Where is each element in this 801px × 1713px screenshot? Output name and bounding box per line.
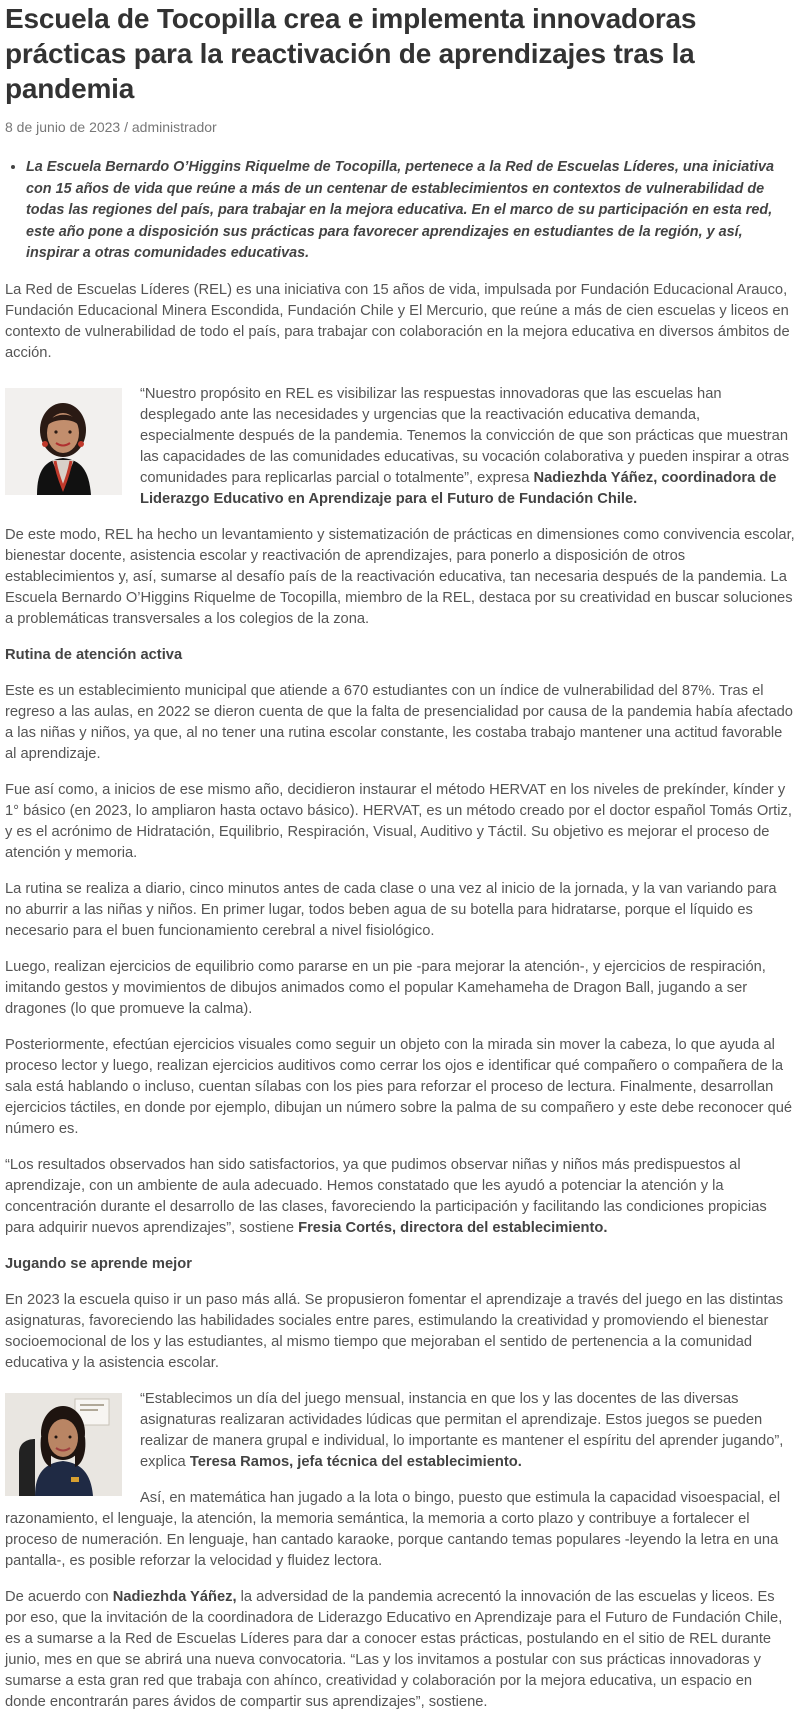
author-link[interactable]: administrador (131, 119, 217, 135)
paragraph-school-profile: Este es un establecimiento municipal que atiende a 670 estudiantes con un índice de vulnerabilidad del 87%. Tras el regreso a las aulas, en 2022 se dieron cuenta de que la falta de presencialidad por causa de la pandemia había afectado a las niñas y niños, ya que, al no tener una rutina escolar constante, les costaba trabajo mantener una actitud favorable al aprendizaje. (5, 682, 793, 762)
results-quote-text: “Los resultados observados han sido satisfactorios, ya que pudimos observar niñas y niños más predispuestos al aprendizaje, con un ambiente de aula adecuado. Hemos constatado que les ayudó a potenciar la atención y la concentración durante el desarrollo de las clases, favoreciendo la participación y facilitando las condiciones propicias para adquirir nuevos aprendizajes”, sostiene (5, 1156, 767, 1236)
quote-2-text: “Establecimos un día del juego mensual, instancia en que los y las docentes de las diversas asignaturas realizaran actividades lúdicas que permitan el aprendizaje. Estos juegos se pueden realizar de manera grupal e individual, lo importante es mantener el espíritu del aprender jugando”, explica (140, 1390, 784, 1470)
quote-1-text: “Nuestro propósito en REL es visibilizar las respuestas innovadoras que las escuelas han desplegado ante las necesidades y urgencias que la reactivación educativa demanda, especialmente después de la pandemia. Tenemos la convicción de que son prácticas que muestran las capacidades de las comunidades educativas, su vocación colaborativa y pueden inspirar a otras comunidades para replicarlas parcial o totalmente”, expresa (140, 385, 790, 486)
lead-paragraph: • La Escuela Bernardo O’Higgins Riquelme de Tocopilla, pertenece a la Red de Escuelas Líderes, una iniciativa con 15 años de vida que reúne a más de un centenar de establecimientos en contextos de vulnerabilidad de todas las regiones del país, para trabajar en la mejora educativa. En el marco de su participación en esta red, este año pone a disposición sus prácticas para favorecer aprendizajes en estudiantes de la región, y así, inspirar a otras comunidades educativas. (26, 157, 796, 265)
paragraph-hervat: Fue así como, a inicios de ese mismo año, decidieron instaurar el método HERVAT en los niveles de prekínder, kínder y 1° básico (en 2023, lo ampliaron hasta octavo básico). HERVAT, es un método creado por el doctor español Tomás Ortiz, y es el acrónimo de Hidratación, Equilibrio, Respiración, Visual, Auditivo y Táctil. Su objetivo es mejorar el proceso de atención y memoria. (5, 781, 792, 861)
quote-block-2 (5, 1389, 796, 1572)
quote-1-attribution: Nadiezhda Yáñez, coordinadora de Liderazgo Educativo en Aprendizaje para el Futuro de Fundación Chile. (140, 469, 777, 507)
paragraph-play-learning: En 2023 la escuela quiso ir un paso más allá. Se propusieron fomentar el aprendizaje a través del juego en las distintas asignaturas, favoreciendo las habilidades sociales entre pares, estimulando la creatividad y promoviendo el bienestar socioemocional de los y las estudiantes, al mismo tiempo que mejoraban el sentido de pertenencia a la comunidad educativa y la asistencia escolar. (5, 1291, 784, 1371)
article-meta (5, 117, 796, 137)
closing-name: Nadiezhda Yáñez, (112, 1588, 237, 1605)
paragraph-rel-survey: De este modo, REL ha hecho un levantamiento y sistematización de prácticas en dimensiones como convivencia escolar, bienestar docente, asistencia escolar y reactivación de aprendizajes, para ponerlo a disposición de otros establecimientos y, así, sumarse al desafío país de la reactivación educativa, tan necesaria después de la pandemia. La Escuela Bernardo O’Higgins Riquelme de Tocopilla, miembro de la REL, destaca por su creatividad en buscar soluciones a problemáticas transversales a los colegios de la zona. (5, 526, 795, 627)
paragraph-intro: La Red de Escuelas Líderes (REL) es una iniciativa con 15 años de vida, impulsada por Fundación Educacional Arauco, Fundación Educacional Minera Escondida, Fundación Chile y El Mercurio, que reúne a más de cien escuelas y liceos en contexto de vulnerabilidad de todo el país, para trabajar con colaboración en la mejora educativa en diversos ámbitos de acción. (5, 281, 790, 361)
quote-block-1 (5, 384, 796, 510)
quote-2-attribution: Teresa Ramos, jefa técnica del establecimiento. (189, 1453, 522, 1470)
paragraph-results (5, 1155, 796, 1239)
paragraph-routine-daily: La rutina se realiza a diario, cinco minutos antes de cada clase o una vez al inicio de la jornada, y la van variando para no aburrir a las niñas y niños. En primer lugar, todos beben agua de su botella para hidratarse, porque el líquido es necesario para el buen funcionamiento cerebral a nivel fisiológico. (5, 880, 777, 939)
results-quote-attribution: Fresia Cortés, directora del establecimiento. (298, 1219, 608, 1236)
section-heading-play: Jugando se aprende mejor (5, 1255, 192, 1272)
portrait-woman-office-image (5, 1393, 122, 1496)
photo-teresa (5, 1393, 122, 1496)
article-date-link[interactable]: 8 de junio de 2023 (5, 119, 121, 135)
quote-1 (5, 384, 796, 510)
portrait-woman-red-jacket-image (5, 388, 122, 495)
photo-nadiezhda (5, 388, 122, 495)
paragraph-balance-breathing: Luego, realizan ejercicios de equilibrio como pararse en un pie -para mejorar la atención-, y ejercicios de respiración, imitando gestos y movimientos de dibujos animados como el popular Kamehameha de Dragon Ball, jugando a ser dragones (lo que promueve la calma). (5, 958, 766, 1017)
paragraph-visual-auditory: Posteriormente, efectúan ejercicios visuales como seguir un objeto con la mirada sin mover la cabeza, lo que ayuda al proceso lector y luego, realizan ejercicios auditivos como cerrar los ojos e identificar qué compañero o compañera de la sala está hablando o incluso, cuentan sílabas con los pies para reforzar el proceso de lectura. Finalmente, desarrollan ejercicios táctiles, en donde por ejemplo, dibujan un número sobre la palma de su compañero y este debe reconocer qué número es. (5, 1036, 793, 1137)
quote-2 (5, 1389, 796, 1473)
paragraph-closing (5, 1587, 796, 1713)
meta-separator: / (120, 119, 132, 135)
article-title: Escuela de Tocopilla crea e implementa innovadoras prácticas para la reactivación de aprendizajes tras la pandemia (5, 3, 697, 104)
closing-text: la adversidad de la pandemia acrecentó la innovación de las escuelas y liceos. Es por eso, que la invitación de la coordinadora de Liderazgo Educativo en Aprendizaje para el Futuro de Fundación Chile, es a sumarse a la Red de Escuelas Líderes para dar a conocer estas prácticas, postulando en el sitio de REL durante junio, mes en que se abrirá una nueva convocatoria. “Las y los invitamos a postular con sus prácticas innovadoras y sumarse a esta gran red que trabaja con ahínco, creatividad y colaboración por la mejora educativa, un espacio en donde encontrarán pares ávidos de compartir sus aprendizajes”, sostiene. (5, 1588, 783, 1710)
section-heading-routine: Rutina de atención activa (5, 646, 183, 663)
paragraph-math-language: Así, en matemática han jugado a la lota o bingo, puesto que estimula la capacidad visoespacial, el razonamiento, el lenguaje, la atención, la memoria semántica, la memoria a corto plazo y contribuye a fortalecer el proceso de numeración. En lenguaje, han cantado karaoke, porque cantando temas populares -leyendo la letra en una pantalla-, es posible reforzar la velocidad y fluidez lectora. (5, 1489, 781, 1569)
lead-list (5, 157, 796, 265)
closing-pre: De acuerdo con (5, 1588, 113, 1605)
